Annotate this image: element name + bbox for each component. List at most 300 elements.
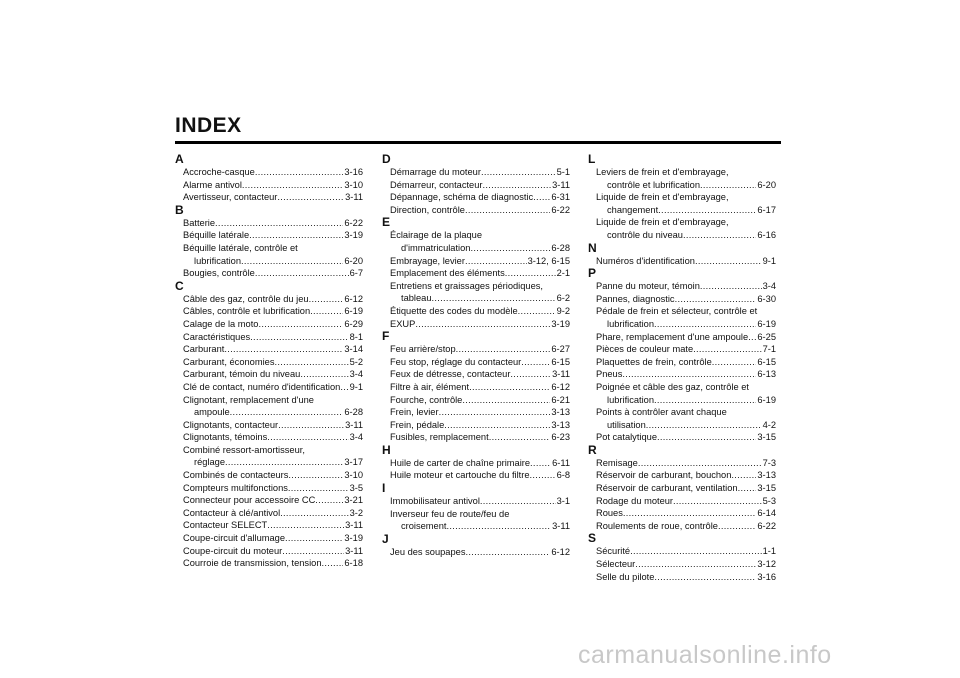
index-entry-text: Réservoir de carburant, ventilation	[596, 483, 738, 494]
index-entry	[175, 482, 363, 495]
index-entry-text: contrôle du niveau	[607, 229, 683, 240]
index-entry-text: Remisage	[596, 457, 638, 468]
index-entry-text: Poignée et câble des gaz, contrôle et	[596, 381, 749, 392]
dot-leader	[521, 356, 550, 369]
index-entry	[382, 406, 570, 419]
index-page-ref: 6-16	[757, 229, 776, 240]
index-entry-text: Inverseur feu de route/feu de	[390, 508, 510, 519]
index-entry-text: Numéros d'identification	[596, 255, 695, 266]
index-entry-text: Pot catalytique	[596, 432, 657, 443]
index-entry-text: utilisation	[607, 419, 646, 430]
index-entry	[382, 305, 570, 318]
index-entry-text: Clignotants, témoins	[183, 432, 268, 443]
index-entry-text: EXUP	[390, 318, 416, 329]
index-entry-text: Combinés de contacteurs	[183, 470, 289, 481]
index-page-ref: 6-21	[551, 394, 570, 405]
index-entry-text: Frein, levier	[390, 407, 439, 418]
section-letter: R	[588, 442, 597, 457]
index-entry-text: Fourche, contrôle	[390, 394, 463, 405]
index-column-3	[588, 153, 776, 583]
index-page-ref: 6-8	[556, 470, 570, 481]
index-entry-text: Feu stop, réglage du contacteur	[390, 356, 522, 367]
index-page-ref: 3-11	[345, 192, 363, 203]
index-entry-text: Roulements de roue, contrôle	[596, 520, 718, 531]
index-entry-text: Coupe-circuit du moteur	[183, 545, 283, 556]
dot-leader	[470, 242, 550, 255]
index-entry-text: Combiné ressort-amortisseur,	[183, 444, 305, 455]
index-column-1	[175, 153, 363, 570]
index-page-ref: 3-11	[552, 369, 570, 380]
dot-leader	[700, 179, 756, 192]
index-entry-text: Contacteur à clé/antivol	[183, 507, 281, 518]
dot-leader	[277, 191, 344, 204]
index-page-ref: 6-22	[757, 520, 776, 531]
index-entry-text: Jeu des soupapes	[390, 546, 466, 557]
index-entry	[382, 242, 570, 255]
index-page-ref: 3-10	[344, 470, 363, 481]
index-entry-text: Carburant	[183, 344, 225, 355]
index-entry	[382, 381, 570, 394]
index-entry-text: Avertisseur, contacteur	[183, 192, 278, 203]
index-entry-text: Calage de la moto	[183, 318, 259, 329]
dot-leader	[285, 532, 343, 545]
index-page-ref: 6-28	[344, 407, 363, 418]
index-entry	[588, 419, 776, 432]
dot-leader	[518, 305, 556, 318]
index-entry-text: Démarreur, contacteur	[390, 179, 483, 190]
index-entry-text: Bougies, contrôle	[183, 268, 255, 279]
index-page-ref: 3-19	[344, 533, 363, 544]
index-entry	[175, 519, 363, 532]
index-entry-text: Coupe-circuit d'allumage	[183, 533, 286, 544]
index-entry	[175, 557, 363, 570]
index-page-ref: 6-12	[344, 293, 363, 304]
index-page-ref: 8-1	[349, 331, 363, 342]
index-entry-text: tableau	[401, 293, 432, 304]
index-entry	[175, 507, 363, 520]
index-page-ref: 3-4	[762, 281, 776, 292]
section-letter: L	[588, 152, 596, 166]
section-letter: C	[175, 278, 184, 293]
index-page-ref: 3-21	[344, 495, 363, 506]
index-page-ref: 6-20	[757, 179, 776, 190]
page-title: INDEX	[175, 114, 242, 137]
index-entry	[175, 368, 363, 381]
index-entry-text: Clignotant, remplacement d'une	[183, 394, 314, 405]
index-page-ref: 4-2	[762, 419, 776, 430]
index-entry-text: Pneus	[596, 369, 623, 380]
dot-leader	[738, 482, 757, 495]
index-entry	[382, 292, 570, 305]
index-entry	[175, 532, 363, 545]
index-entry-text: Panne du moteur, témoin	[596, 281, 700, 292]
index-entry	[382, 204, 570, 217]
index-entry	[588, 368, 776, 381]
index-entry-text: Embrayage, levier	[390, 255, 465, 266]
index-page-ref: 6-23	[551, 432, 570, 443]
index-entry-text: Feux de détresse, contacteur	[390, 369, 511, 380]
dot-leader	[489, 431, 551, 444]
dot-leader	[465, 204, 550, 217]
dot-leader	[635, 558, 756, 571]
index-entry	[382, 191, 570, 204]
index-page-ref: 6-18	[344, 558, 363, 569]
index-entry	[588, 495, 776, 508]
index-entry	[382, 495, 570, 508]
index-entry	[382, 457, 570, 470]
section-letter: B	[175, 202, 184, 217]
dot-leader	[481, 166, 556, 179]
index-page-ref: 3-2	[349, 507, 363, 518]
index-entry	[382, 267, 570, 280]
index-entry	[175, 267, 363, 280]
index-page-ref: 6-14	[757, 508, 776, 519]
index-entry	[175, 431, 363, 444]
dot-leader	[267, 431, 348, 444]
index-entry-text: Clignotants, contacteur	[183, 419, 279, 430]
index-entry	[382, 368, 570, 381]
index-page-ref: 9-1	[762, 255, 776, 266]
index-entry-text: Câbles, contrôle et lubrification	[183, 306, 311, 317]
index-entry	[588, 520, 776, 533]
index-entry	[175, 494, 363, 507]
dot-leader	[483, 179, 552, 192]
index-page-ref: 6-19	[757, 394, 776, 405]
dot-leader	[215, 217, 343, 230]
index-entry	[382, 179, 570, 192]
index-page-ref: 3-11	[345, 545, 363, 556]
index-entry-text: lubrification	[607, 318, 655, 329]
dot-leader	[446, 520, 551, 533]
index-page-ref: 3-14	[344, 344, 363, 355]
index-entry-text: Courroie de transmission, tension	[183, 558, 322, 569]
dot-leader	[654, 571, 756, 584]
index-page-ref: 3-16	[757, 571, 776, 582]
dot-leader	[654, 318, 756, 331]
dot-leader	[658, 204, 756, 217]
index-page-ref: 3-15	[757, 432, 776, 443]
index-entry-text: Batterie	[183, 217, 216, 228]
index-entry-text: Filtre à air, élément	[390, 381, 470, 392]
index-page-ref: 6-12	[551, 546, 570, 557]
index-page-ref: 6-27	[551, 344, 570, 355]
index-page-ref: 6-25	[757, 331, 776, 342]
index-entry	[175, 406, 363, 419]
dot-leader	[630, 545, 761, 558]
index-page-ref: 3-15	[757, 483, 776, 494]
index-entry	[588, 318, 776, 331]
index-entry	[588, 457, 776, 470]
index-entry	[588, 229, 776, 242]
index-entry-text: Compteurs multifonctions	[183, 482, 288, 493]
index-page-ref: 6-31	[551, 192, 570, 203]
index-entry	[588, 255, 776, 268]
index-page-ref: 6-22	[551, 204, 570, 215]
index-page-ref: 3-11	[345, 520, 363, 531]
index-entry	[382, 469, 570, 482]
index-page-ref: 6-12	[551, 381, 570, 392]
index-entry	[175, 255, 363, 268]
index-entry	[382, 255, 570, 268]
dot-leader	[673, 495, 762, 508]
index-page-ref: 6-20	[344, 255, 363, 266]
index-entry-text: Frein, pédale	[390, 419, 445, 430]
index-entry-text: lubrification	[607, 394, 655, 405]
index-entry-text: Direction, contrôle	[390, 204, 465, 215]
index-entry	[588, 280, 776, 293]
index-page-ref: 6-22	[344, 217, 363, 228]
index-page-ref: 3-17	[344, 457, 363, 468]
index-page-ref: 6-13	[757, 369, 776, 380]
dot-leader	[274, 356, 348, 369]
dot-leader	[638, 457, 762, 470]
dot-leader	[288, 482, 349, 495]
dot-leader	[322, 557, 344, 570]
index-page-ref: 3-16	[344, 167, 363, 177]
section-letter: H	[382, 442, 391, 457]
index-page-ref: 3-4	[349, 432, 363, 443]
dot-leader	[530, 457, 551, 470]
index-entry-text: Alarme antivol	[183, 179, 242, 190]
index-page-ref: 6-17	[757, 204, 776, 215]
index-page-ref: 3-1	[556, 496, 570, 507]
index-entry	[588, 431, 776, 444]
index-entry-text: Éclairage de la plaque	[390, 230, 483, 241]
dot-leader	[462, 394, 550, 407]
dot-leader	[300, 368, 348, 381]
index-page-ref: 6-15	[757, 356, 776, 367]
dot-leader	[255, 267, 349, 280]
index-entry	[175, 305, 363, 318]
dot-leader	[249, 229, 343, 242]
index-entry-text: Réservoir de carburant, bouchon	[596, 470, 732, 481]
index-page-ref: 6-29	[344, 318, 363, 329]
index-entry-text: Béquille latérale, contrôle et	[183, 242, 298, 253]
index-entry	[175, 381, 363, 394]
index-page-ref: 6-19	[757, 318, 776, 329]
dot-leader	[465, 546, 550, 559]
dot-leader	[309, 293, 344, 306]
index-column-2	[382, 153, 570, 558]
index-entry	[175, 166, 363, 179]
dot-leader	[267, 519, 344, 532]
index-entry-text: changement	[607, 204, 659, 215]
index-entry-text: Pédale de frein et sélecteur, contrôle et	[596, 306, 758, 317]
dot-leader	[250, 331, 348, 344]
index-entry-text: Entretiens et graissages périodiques,	[390, 280, 543, 291]
dot-leader	[510, 368, 551, 381]
index-entry	[175, 545, 363, 558]
dot-leader	[439, 406, 551, 419]
index-page-ref: 3-19	[551, 318, 570, 329]
index-entry	[175, 469, 363, 482]
index-entry-text: ampoule	[194, 407, 230, 418]
index-page-ref: 3-10	[344, 179, 363, 190]
index-entry-text: Plaquettes de frein, contrôle	[596, 356, 712, 367]
index-entry	[588, 356, 776, 369]
index-entry-text: Emplacement des éléments	[390, 268, 505, 279]
index-page-ref: 6-11	[552, 457, 570, 468]
index-page-ref: 3-11	[345, 419, 363, 430]
index-entry-text: Béquille latérale	[183, 230, 250, 241]
index-page-ref: 1-1	[762, 546, 776, 557]
title-rule	[175, 141, 781, 144]
index-entry-text: Fusibles, remplacement	[390, 432, 489, 443]
dot-leader	[310, 305, 343, 318]
index-entry	[175, 456, 363, 469]
index-page-ref: 6-2	[556, 293, 570, 304]
index-page-ref: 3-13	[551, 407, 570, 418]
index-entry-text: Immobilisateur antivol	[390, 496, 480, 507]
dot-leader	[432, 292, 556, 305]
index-entry-text: croisement	[401, 521, 447, 532]
index-entry	[588, 482, 776, 495]
dot-leader	[280, 507, 348, 520]
dot-leader	[258, 318, 343, 331]
index-entry	[175, 343, 363, 356]
dot-leader	[241, 255, 343, 268]
index-entry-text: Carburant, économies	[183, 356, 275, 367]
section-letter: N	[588, 240, 597, 255]
index-entry	[175, 179, 363, 192]
dot-leader	[278, 419, 344, 432]
index-entry	[588, 507, 776, 520]
dot-leader	[288, 469, 343, 482]
index-entry-text: Liquide de frein et d'embrayage,	[596, 192, 729, 203]
index-entry-text: Étiquette des codes du modèle	[390, 305, 518, 316]
index-entry	[175, 419, 363, 432]
dot-leader	[315, 494, 343, 507]
index-entry-text: Points à contrôler avant chaque	[596, 407, 727, 418]
index-page-ref: 9-2	[556, 305, 570, 316]
section-letter: F	[382, 329, 390, 344]
index-entry-text: Accroche-casque	[183, 167, 255, 177]
index-entry	[588, 558, 776, 571]
index-page-ref: 7-3	[762, 457, 776, 468]
dot-leader	[712, 356, 757, 369]
dot-leader	[718, 520, 756, 533]
index-page-ref: 3-5	[349, 482, 363, 493]
index-page-ref: 6-30	[757, 293, 776, 304]
index-entry-text: lubrification	[194, 255, 242, 266]
index-page-ref: 6-7	[349, 268, 363, 279]
dot-leader	[282, 545, 344, 558]
index-entry-text: Connecteur pour accessoire CC	[183, 495, 316, 506]
index-entry-text: réglage	[194, 457, 226, 468]
index-page-ref: 9-1	[349, 381, 363, 392]
index-entry-text: Caractéristiques	[183, 331, 251, 342]
dot-leader	[255, 166, 344, 179]
index-entry	[175, 293, 363, 306]
index-entry	[382, 520, 570, 533]
index-page-ref: 3-11	[552, 179, 570, 190]
index-entry-text: Phare, remplacement d'une ampoule	[596, 331, 749, 342]
dot-leader	[480, 495, 556, 508]
section-letter: A	[175, 152, 184, 166]
dot-leader	[224, 343, 343, 356]
dot-leader	[700, 280, 762, 293]
dot-leader	[465, 255, 527, 268]
watermark: carmanualsonline.info	[578, 641, 832, 669]
dot-leader	[444, 419, 550, 432]
index-page-ref: 3-19	[344, 230, 363, 241]
dot-leader	[683, 229, 756, 242]
index-entry-text: Liquide de frein et d'embrayage,	[596, 217, 729, 228]
index-entry	[588, 343, 776, 356]
index-entry	[588, 469, 776, 482]
index-entry	[382, 394, 570, 407]
index-entry	[175, 318, 363, 331]
index-entry-text: Démarrage du moteur	[390, 167, 481, 177]
index-entry-text: contrôle et lubrification	[607, 179, 701, 190]
index-page-ref: 2-1	[556, 268, 570, 279]
dot-leader	[242, 179, 343, 192]
index-entry	[382, 419, 570, 432]
index-entry-text: Sécurité	[596, 546, 631, 557]
dot-leader	[748, 331, 756, 344]
dot-leader	[675, 293, 757, 306]
index-entry-text: Sélecteur	[596, 559, 636, 570]
index-entry	[382, 343, 570, 356]
index-entry-text: Huile moteur et cartouche du filtre	[390, 470, 530, 481]
index-entry-text: Roues	[596, 508, 623, 519]
dot-leader	[230, 406, 344, 419]
index-entry-text: Câble des gaz, contrôle du jeu	[183, 293, 309, 304]
index-entry	[588, 331, 776, 344]
index-entry	[175, 217, 363, 230]
index-page-ref: 3-11	[552, 521, 570, 532]
index-entry-text: Pièces de couleur mate	[596, 344, 694, 355]
section-letter: P	[588, 266, 597, 281]
dot-leader	[340, 381, 348, 394]
index-entry-text: Dépannage, schéma de diagnostic	[390, 192, 534, 203]
index-entry-text: Selle du pilote	[596, 571, 655, 582]
index-entry	[382, 431, 570, 444]
index-entry-text: d'immatriculation	[401, 242, 471, 253]
index-entry	[588, 293, 776, 306]
dot-leader	[456, 343, 551, 356]
index-entry-text: Pannes, diagnostic	[596, 293, 675, 304]
dot-leader	[533, 191, 550, 204]
index-entry-text: Clé de contact, numéro d'identification	[183, 381, 341, 392]
index-entry-text: Feu arrière/stop	[390, 344, 456, 355]
section-letter: D	[382, 152, 391, 166]
dot-leader	[646, 419, 762, 432]
index-entry-text: Carburant, témoin du niveau	[183, 369, 301, 380]
dot-leader	[731, 469, 756, 482]
dot-leader	[693, 343, 761, 356]
index-entry-text: Huile de carter de chaîne primaire	[390, 457, 531, 468]
index-entry	[382, 356, 570, 369]
index-entry	[175, 229, 363, 242]
dot-leader	[225, 456, 343, 469]
index-entry-text: Leviers de frein et d'embrayage,	[596, 167, 729, 177]
index-page-ref: 5-2	[349, 356, 363, 367]
index-entry	[588, 394, 776, 407]
index-page-ref: 7-1	[762, 344, 776, 355]
index-page-ref: 3-12	[757, 559, 776, 570]
index-page-ref: 3-13	[551, 419, 570, 430]
index-page-ref: 3-4	[349, 369, 363, 380]
index-page-ref: 5-3	[762, 495, 776, 506]
section-letter: S	[588, 531, 597, 546]
dot-leader	[623, 507, 757, 520]
index-page-ref: 6-19	[344, 306, 363, 317]
dot-leader	[622, 368, 756, 381]
index-entry	[588, 204, 776, 217]
index-entry	[382, 166, 570, 179]
index-entry	[175, 331, 363, 344]
